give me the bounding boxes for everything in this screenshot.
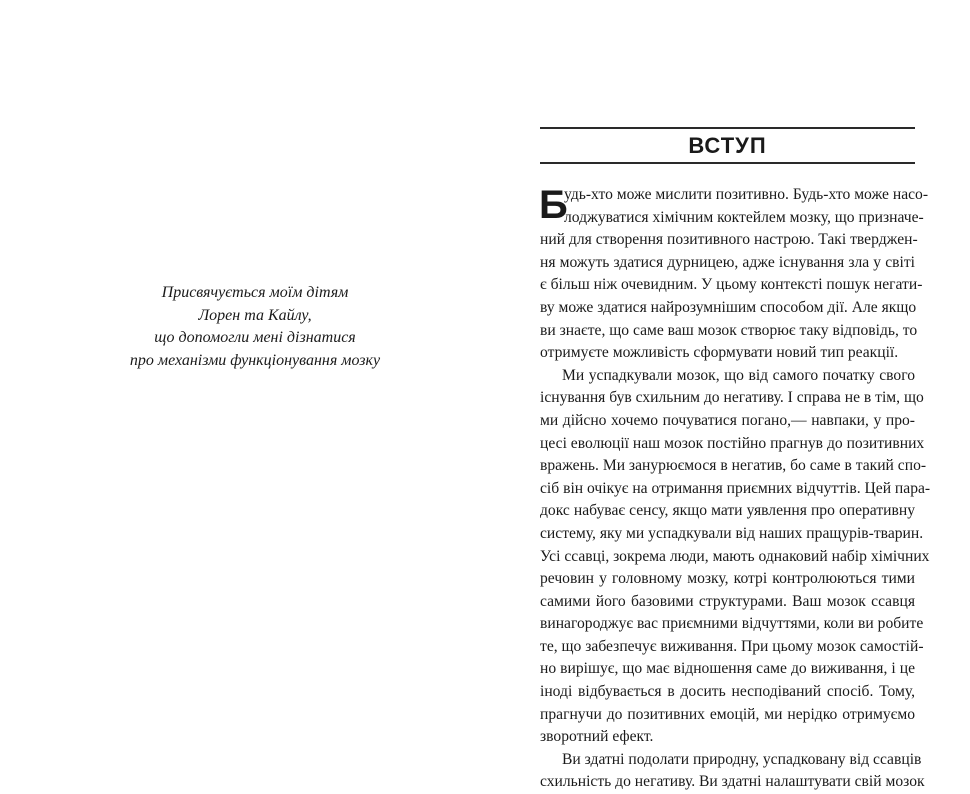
text-line: ний для створення позитивного настрою. Такі тверджен-: [540, 231, 918, 249]
text-line: прагнучи до позитивних емоцій, ми нерідко отримуємо: [540, 705, 915, 723]
text-line: Ви здатні подолати природну, успадковану від ссавців: [562, 750, 922, 768]
drop-cap: Б: [539, 183, 568, 227]
body-text: [539, 183, 931, 794]
text-line: іноді відбувається в досить несподіваний спосіб. Тому,: [540, 683, 915, 701]
text-line: удь-хто може мислити позитивно. Будь-хто може насо-: [564, 186, 929, 203]
text-line: є більш ніж очевидним. У цьому контексті пошук негати-: [540, 276, 923, 294]
text-line: докс набуває сенсу, якщо мати уявлення про оперативну: [540, 502, 915, 520]
text-line: Ми успадкували мозок, що від самого початку свого: [562, 366, 915, 384]
text-line: ня можуть здатися дурницею, адже існування зла у світі: [540, 253, 915, 271]
text-line: існування був схильним до негативу. І справа не в тім, що: [540, 389, 924, 407]
text-line: систему, яку ми успадкували від наших пращурів-тварин.: [540, 524, 924, 542]
text-line: те, що забезпечує виживання. При цьому мозок самостій-: [540, 637, 924, 655]
text-line: лоджуватися хімічним коктейлем мозку, що призначе-: [564, 208, 924, 226]
text-line: вражень. Ми занурюємося в негатив, бо саме в такий спо-: [540, 457, 927, 475]
text-line: но вирішує, що має відношення саме до виживання, і це: [540, 660, 915, 678]
text-line: речовин у головному мозку, котрі контролюються тими: [540, 570, 915, 588]
right-page: [539, 0, 931, 791]
dedication-line: Присвячується моїм дітям: [161, 284, 349, 301]
dedication-line: Лорен та Кайлу,: [198, 306, 312, 324]
chapter-title: ВСТУП: [688, 133, 767, 158]
title-rule-top: [540, 127, 915, 129]
text-line: ви знаєте, що саме ваш мозок створює таку відповідь, то: [540, 321, 918, 339]
dedication-line: що допомогли мені дізнатися: [154, 329, 356, 346]
text-line: сіб він очікує на отримання приємних відчуттів. Цей пара-: [540, 479, 931, 497]
dedication-line: про механізми функціонування мозку: [129, 351, 381, 369]
text-line: ву може здатися найрозумнішим способом дії. Але якщо: [540, 298, 917, 316]
dedication: [100, 282, 410, 372]
left-page: [0, 0, 485, 746]
text-line: Усі ссавці, зокрема люди, мають однаковий набір хімічних: [540, 547, 930, 565]
text-line: схильність до негативу. Ви здатні налаштувати свій мозок: [540, 773, 925, 791]
text-line: самими його базовими структурами. Ваш мозок ссавця: [540, 592, 915, 610]
text-line: цесі еволюції наш мозок постійно прагнув до позитивних: [540, 434, 925, 452]
text-line: ми дійсно хочемо почуватися погано,— навпаки, у про-: [540, 411, 915, 429]
title-rule-bottom: [540, 162, 915, 164]
text-line: отримуєте можливість сформувати новий тип реакції.: [540, 344, 899, 362]
text-line: винагороджує вас приємними відчуттями, коли ви робите: [540, 615, 924, 633]
text-line: зворотний ефект.: [540, 728, 654, 746]
